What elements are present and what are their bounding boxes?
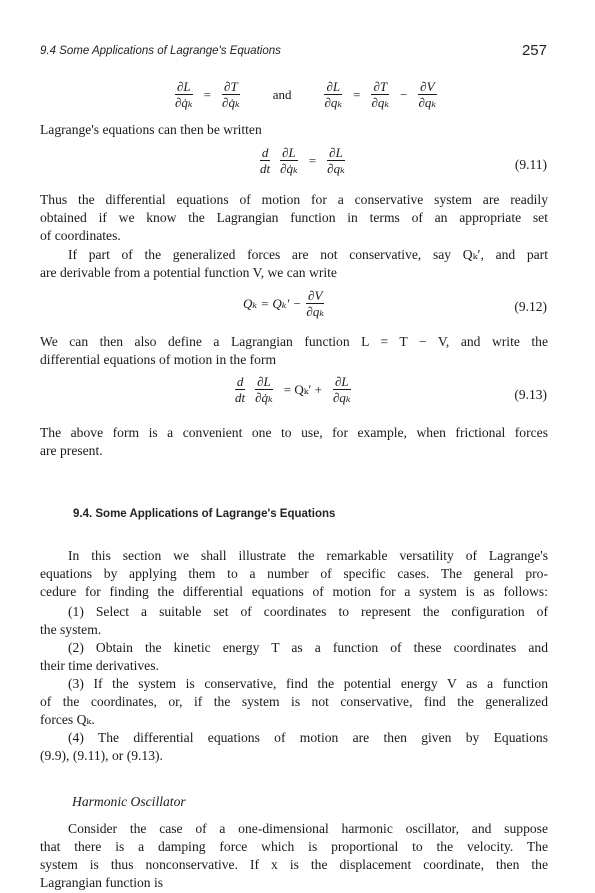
equation-number: (9.13) [514,387,547,402]
section-heading: 9.4. Some Applications of Lagrange's Equations [73,508,336,520]
equation-partials: $\frac{\partial L}{\text{∂q̇ₖ}}$ = $\frac{\partial T}{\text{∂q̇ₖ}}$ and $\frac{\partial L}{\text{∂qₖ}}$ = $\frac{\partial T}{\text{∂qₖ}}$ − $\frac{\partial V}{\text{∂qₖ}}$ [175,79,437,110]
equation-9-12: Qₖ = Qₖ′ − $\frac{\partial V}{\text{∂qₖ}}$ [243,288,325,319]
equation-number: (9.12) [514,299,547,314]
equation-9-11: $\frac{d}{dt}$ $\frac{\partial L}{\text{∂q̇ₖ}}$ = $\frac{\partial L}{\text{∂qₖ}}$ [260,145,345,176]
procedure-step-2: (2) Obtain the kinetic energy T as a function of these coordinates and their time derivatives. [40,640,548,673]
procedure-step-1: (1) Select a suitable set of coordinates to represent the configuration of the system. [40,604,548,637]
paragraph: We can then also define a Lagrangian function L = T − V, and write the differential equations of motion in the form [40,334,548,367]
running-title: 9.4 Some Applications of Lagrange's Equations [40,45,281,57]
procedure-step-4: (4) The differential equations of motion are then given by Equations (9.9), (9.11), or (9.13). [40,730,548,763]
paragraph: Consider the case of a one-dimensional harmonic oscillator, and suppose that there is a damping force which is proportional to the velocity. The system is thus nonconservative. If x is the displacement coordinate, then the Lagrangian function is [40,821,548,890]
fraction: $\frac{\partial T}{\text{∂qₖ}}$ [371,79,390,110]
paragraph: In this section we shall illustrate the remarkable versatility of Lagrange's equations by applying them to a number of specific cases. The general pro- cedure for finding the differential equations of motion for a system is as follows: [40,548,548,599]
fraction: $\frac{\partial L}{\text{∂q̇ₖ}}$ [175,79,193,110]
fraction: $\frac{\partial T}{\text{∂q̇ₖ}}$ [222,79,240,110]
fraction: $\frac{\partial L}{\text{∂qₖ}}$ [324,79,343,110]
procedure-step-3: (3) If the system is conservative, find the potential energy V as a function of the coordinates, or, if the system is not conservative, find the generalized forces Qₖ. [40,676,548,727]
paragraph: If part of the generalized forces are not conservative, say Qₖ′, and part are derivable from a potential function V, we can write [40,247,548,280]
page-number: 257 [521,42,547,59]
equation-number: (9.11) [514,157,547,172]
paragraph: Thus the differential equations of motion for a conservative system are readily obtained if we know the Lagrangian function in terms of an appropriate set of coordinates. [40,192,548,243]
paragraph: The above form is a convenient one to use, for example, when frictional forces are present. [40,425,548,458]
subsection-heading: Harmonic Oscillator [72,794,186,809]
paragraph: Lagrange's equations can then be written [40,122,262,137]
fraction: $\frac{\partial V}{\text{∂qₖ}}$ [418,79,437,110]
equation-9-13: $\frac{d}{dt}$ $\frac{\partial L}{\text{∂q̇ₖ}}$ = Qₖ′ + $\frac{\partial L}{\text{∂qₖ}}$ [235,374,351,405]
